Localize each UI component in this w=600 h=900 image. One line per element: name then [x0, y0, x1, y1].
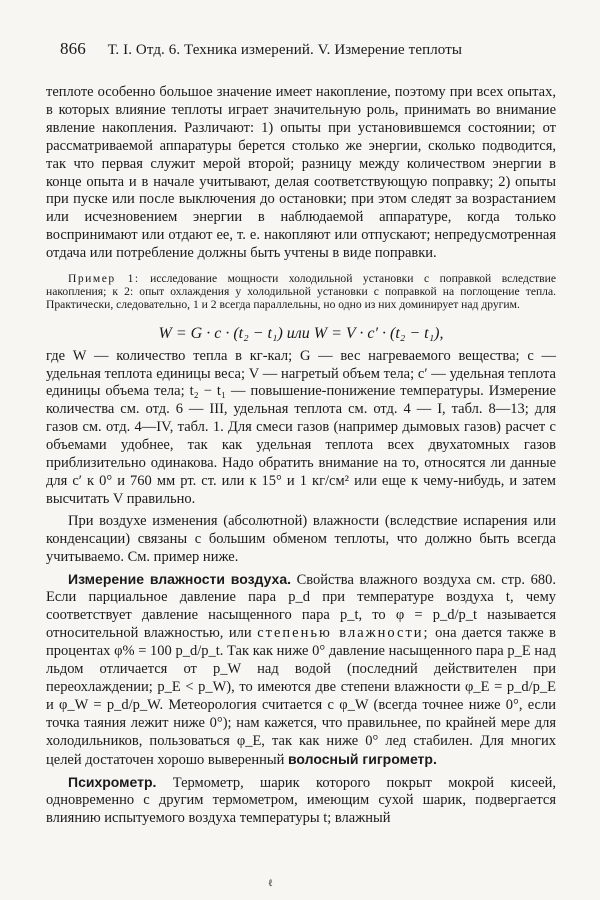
paragraph-formula-legend: где W — количество тепла в кг-кал; G — вес нагреваемого вещества; c — удельная теплота единицы веса; V — нагретый объем тела; c′ — удельная теплота единицы объема тела; t₂ − t₁ — повышение-понижение температуры. Измерение количества см. отд. 6 — III, удельная теплота см. отд. 4 — I, табл. 8—13; для газов см. отд. 4—IV, табл. 1. Для смеси газов (например дымовых газов) расчет с объемами удобнее, так как удельная теплота всех двухатомных газов приблизительно одинакова. Надо обратить внимание на то, относятся ли данные для c′ к 0° и 760 мм рт. ст. или к 15° и 1 кг/см² или еще к чему-нибудь, и затем высчитать V правильно. [46, 347, 556, 507]
example-lead: Пример 1: [68, 272, 140, 286]
example-text: исследование мощности холодильной установки с поправкой вследствие накопления; к 2: опыт охлаждения у холодильной установки с поправкой на поглощение тепла. Практически, следовательно, 1 и 2 всегда параллельны, но одно из них доминирует над другим. [46, 272, 556, 312]
running-header [60, 40, 560, 59]
page-body [46, 84, 556, 828]
section-heading-humidity: Измерение влажности воздуха. [68, 570, 292, 587]
heat-quantity-formula: W = G · c · (t₂ − t₁) или W = V · c′ · (t₂ − t₁), [158, 324, 444, 342]
running-title: Т. I. Отд. 6. Техника измерений. V. Измерение теплоты [107, 42, 463, 58]
humidity-text-a: Свойства влажного воздуха см. стр. 680. Если парциальное давление пара p_d при температуре воздуха t, чему соответствует давление насыщенного пара p_t, то φ = p_d/p_t называется относительной влажностью, или [46, 571, 556, 642]
paragraph-accumulation: теплоте особенно большое значение имеет накопление, поэтому при всех опытах, в которых влияние теплоты играет значительную роль, принимать во внимание явление накопления. Различают: 1) опыты при установившемся состоянии; от рассматриваемой аппаратуры берется столько же энергии, сколько подводится, так что первая служит мерой второй; разницу между количеством энергии в конце опыта и в начале учитывают, делая соответствующую поправку; 2) опыты при пуске или после выключения до остановки; при этом следят за возрастанием или исчезновением энергии в наблюдаемой аппаратуре, когда только воспринимают или отдают ее, т. е. накопляют или отпускают; непредусмотренная отдача или потребление должны быть учтены в виде поправки. [46, 84, 556, 262]
psychrometer-text: Термометр, шарик которого покрыт мокрой кисеей, одновременно с другим термометром, имеющим сухой шарик, подвергается влиянию испытуемого воздуха температуры t; влажный [46, 774, 557, 827]
page-number: 866 [60, 39, 86, 58]
humidity-text-b: она дается также в процентах φ% = 100 p_d/p_t. Так как ниже 0° давление насыщенного пара p_E над льдом отличается от p_W над водой (последний действителен при переохлаждении; p_E < p_W), то имеются две степени влажности φ_E = p_d/p_E и φ_W = p_d/p_W. Метеорология считается с φ_W (всегда точнее ниже 0°, если точка таяния лежит ниже 0°); нам кажется, что правильнее, по крайней мере для холодильников, пользоваться φ_E, так как ниже 0° лед стабилен. Для многих целей достаточен хорошо выверенный [46, 625, 557, 768]
paragraph-psychrometer [46, 774, 556, 829]
hygrometer-term: волосный гигрометр. [288, 750, 437, 767]
footer-mark: ℓ [268, 878, 273, 889]
example-note [46, 272, 556, 312]
humidity-term-spaced: степенью влажности; [257, 625, 430, 642]
paragraph-humidity-exchange: При воздухе изменения (абсолютной) влажности (вследствие испарения или конденсации) связаны с большим обменом теплоты, что должно быть всегда учитываемо. См. пример ниже. [46, 512, 556, 565]
paragraph-air-humidity [46, 571, 556, 770]
section-heading-psychrometer: Психрометр. [68, 773, 157, 790]
